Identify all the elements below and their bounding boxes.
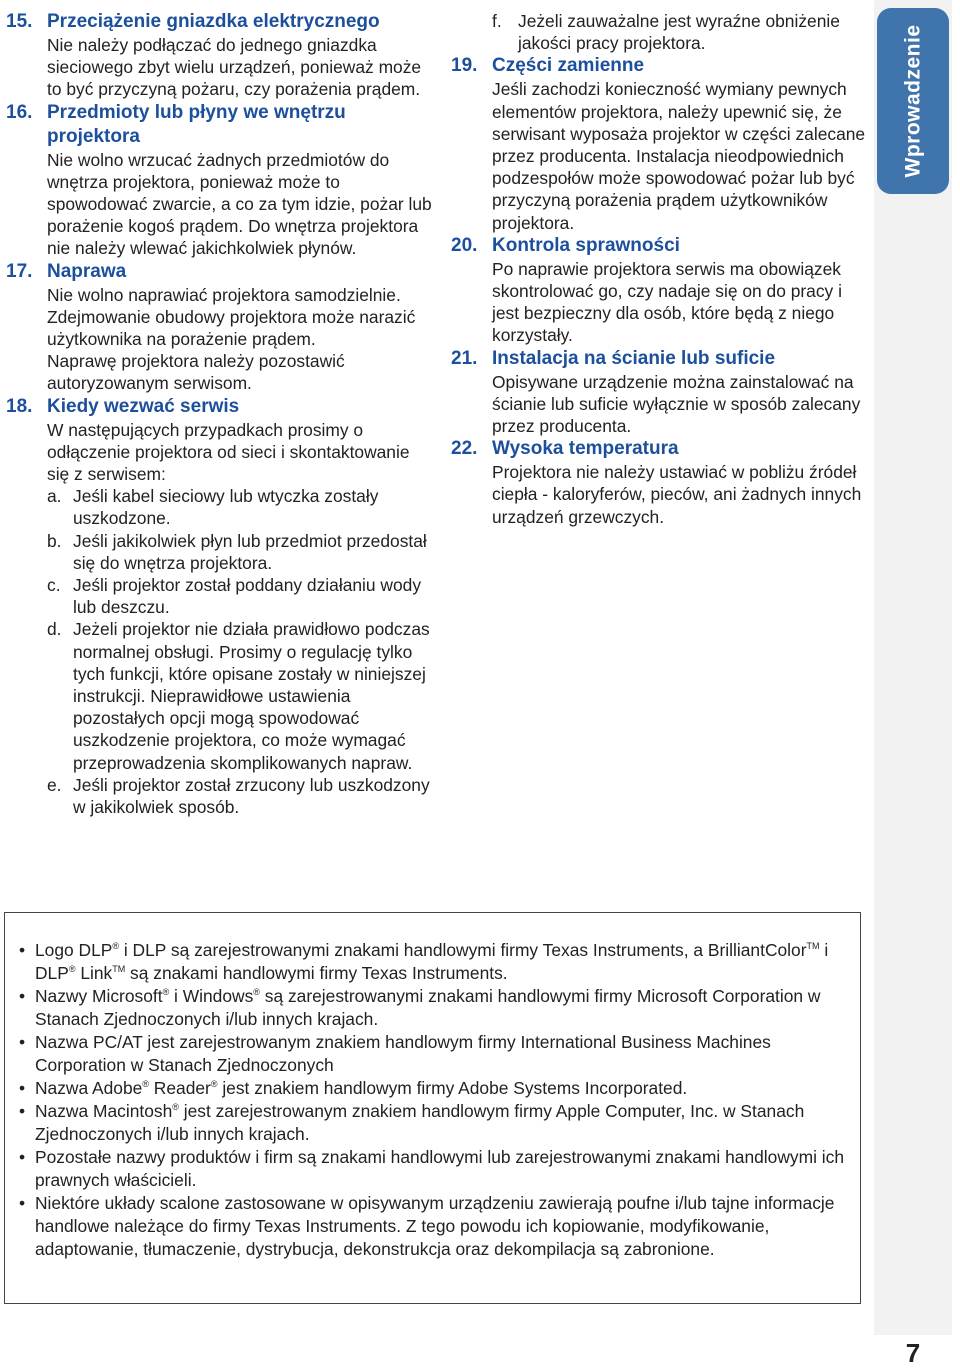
trademark-notice (4, 912, 861, 1304)
service-case-text: Jeśli projektor został poddany działaniu wody lub deszczu. (73, 575, 422, 618)
item-paragraph: Opisywane urządzenie można zainstalować na ścianie lub suficie wyłącznie w sposób zalecany przez producenta. (492, 371, 861, 437)
registered-mark: ® (172, 1102, 179, 1113)
item-heading: Kontrola sprawności (492, 234, 680, 256)
registered-mark: ® (162, 987, 170, 998)
sidebar-strip (874, 0, 952, 1335)
bullet-text: Nazwa Macintosh (35, 1101, 173, 1121)
item-number: 22. (451, 438, 478, 460)
item-paragraph: Zdejmowanie obudowy projektora może narazić użytkownika na porażenie prądem. (47, 306, 416, 350)
item-heading: Wysoka temperatura (492, 438, 679, 460)
item-paragraph: Naprawę projektora należy pozostawić autoryzowanym serwisom. (47, 351, 345, 394)
item-number: 19. (451, 55, 478, 77)
service-case-text: Jeżeli zauważalne jest wyraźne obniżenie jakości pracy projektora. (518, 11, 840, 54)
item-paragraph: Projektora nie należy ustawiać w pobliżu źródeł ciepła - kaloryferów, pieców, ani żadnych innych urządzeń grzewczych. (492, 462, 862, 527)
bullet-dot: • (19, 1147, 26, 1167)
item-22 (451, 437, 873, 528)
bullet-dot: • (19, 1032, 26, 1052)
item-heading: Instalacja na ścianie lub suficie (492, 347, 776, 369)
service-case (47, 485, 436, 529)
trademark-mark: TM (806, 941, 820, 952)
service-case (47, 574, 436, 618)
item-17 (6, 260, 436, 395)
item-number: 17. (6, 260, 33, 282)
bullet-text: Pozostałe nazwy produktów i firm są znakami handlowymi lub zarejestrowanymi znakami handlowymi ich prawnych właścicieli. (35, 1147, 844, 1190)
service-case (47, 530, 436, 574)
item-heading: Przedmioty lub płyny we wnętrzu projektora (47, 101, 346, 147)
registered-mark: ® (112, 941, 119, 952)
item-heading: Naprawa (47, 260, 127, 282)
service-case (47, 774, 436, 818)
item-20 (451, 234, 873, 347)
bullet-text: i Windows (169, 986, 254, 1006)
item-heading: Części zamienne (492, 55, 645, 77)
bullet-text: i DLP są zarejestrowanymi znakami handlowymi firmy Texas Instruments, a BrilliantColor (119, 940, 807, 960)
item-number: 21. (451, 347, 478, 369)
bullet-dot: • (19, 986, 26, 1006)
item-19 (451, 54, 873, 233)
registered-mark: ® (210, 1079, 218, 1090)
service-case (47, 618, 436, 773)
registered-mark: ® (142, 1079, 149, 1090)
item-15 (6, 10, 436, 101)
item-heading: Przeciążenie gniazdka elektrycznego (47, 11, 380, 32)
item-18 (6, 395, 436, 819)
service-case-letter: c. (47, 575, 61, 596)
item-number: 15. (6, 11, 33, 32)
page-number: 7 (905, 1338, 921, 1368)
trademark-bullet (19, 985, 846, 1031)
trademark-bullet (19, 1077, 846, 1100)
bullet-text: Reader (148, 1078, 211, 1098)
item-paragraph: W następujących przypadkach prosimy o odłączenie projektora od sieci i skontaktowanie się z serwisem: (47, 419, 410, 485)
bullet-dot: • (19, 1078, 26, 1098)
bullet-text: Logo DLP (35, 940, 113, 960)
service-case-letter: e. (47, 774, 62, 795)
item-paragraph: Nie należy podłączać do jednego gniazdka sieciowego zbyt wielu urządzeń, ponieważ może to być przyczyną pożaru, czy porażenia prądem. (47, 35, 422, 100)
section-tab-label: Wprowadzenie (901, 24, 925, 178)
item-paragraph: Po naprawie projektora serwis ma obowiązek skontrolować go, czy nadaje się on do pracy i jest bezpieczny dla osób, które będą z niego korzystały. (492, 258, 842, 346)
service-case-letter: a. (47, 486, 62, 507)
section-tab[interactable] (877, 8, 949, 194)
item-number: 18. (6, 395, 33, 417)
item-18-continued (451, 10, 873, 54)
right-column (451, 10, 873, 528)
item-number: 16. (6, 101, 33, 123)
bullet-text: Nazwy Microsoft (35, 986, 163, 1006)
bullet-text: są zarejestrowanymi znakami handlowymi firmy Microsoft Corporation w Stanach Zjednoczonych i/lub innych krajach. (35, 986, 821, 1029)
service-case-letter: d. (47, 619, 62, 640)
service-case-text: Jeśli projektor został zrzucony lub uszkodzony w jakikolwiek sposób. (73, 774, 430, 818)
registered-mark: ® (253, 987, 260, 998)
trademark-mark: TM (112, 964, 126, 975)
item-21 (451, 347, 873, 438)
service-case-text: Jeśli kabel sieciowy lub wtyczka zostały uszkodzone. (73, 486, 379, 529)
bullet-text: są znakami handlowymi firmy Texas Instruments. (125, 963, 508, 983)
bullet-text: jest zarejestrowanym znakiem handlowym firmy Apple Computer, Inc. w Stanach Zjednoczonych i/lub innych krajach. (35, 1101, 805, 1144)
bullet-text: Niektóre układy scalone zastosowane w opisywanym urządzeniu zawierają poufne i/lub tajne informacje handlowe należące do firmy Texas Instruments. Z tego powodu ich kopiowanie, modyfikowanie, adaptowanie, tłumaczenie, dystrybucja, dekonstrukcja oraz dekompilacja są zabronione. (35, 1193, 835, 1259)
trademark-bullet (19, 1031, 846, 1077)
item-paragraph: Jeśli zachodzi konieczność wymiany pewnych elementów projektora, należy upewnić się, że serwisant wyposaża projektor w części zalecane przez producenta. Instalacja nieodpowiednich podzespołów może spowodować pożar lub być przyczyną porażenia prądem użytkowników projektora. (492, 79, 866, 233)
bullet-text: Link (75, 963, 113, 983)
left-column (6, 10, 436, 818)
bullet-dot: • (19, 1193, 26, 1213)
service-case (492, 10, 873, 54)
trademark-bullet (19, 1100, 846, 1146)
service-case-text: Jeżeli projektor nie działa prawidłowo podczas normalnej obsługi. Prosimy o regulację tylko tych funkcji, które opisane zostały w niniejszej instrukcji. Nieprawidłowe ustawienia pozostałych opcji mogą spowodować uszkodzenie projektora, co może wymagać przeprowadzenia skomplikowanych napraw. (73, 619, 430, 773)
service-case-letter: b. (47, 530, 62, 551)
service-case-text: Jeśli jakikolwiek płyn lub przedmiot przedostał się do wnętrza projektora. (73, 530, 427, 573)
item-paragraph: Nie wolno naprawiać projektora samodzielnie. (47, 284, 401, 305)
bullet-text: i DLP (35, 940, 829, 983)
registered-mark: ® (68, 964, 76, 975)
bullet-dot: • (19, 1101, 26, 1121)
item-heading: Kiedy wezwać serwis (47, 395, 240, 417)
trademark-bullet (19, 1192, 846, 1261)
item-number: 20. (451, 234, 478, 256)
bullet-text: Nazwa PC/AT jest zarejestrowanym znakiem handlowym firmy International Business Machines Corporation w Stanach Zjednoczonych (35, 1032, 771, 1075)
item-16 (6, 101, 436, 260)
trademark-bullet (19, 939, 846, 985)
service-case-letter: f. (492, 11, 502, 31)
bullet-text: jest znakiem handlowym firmy Adobe Systems Incorporated. (217, 1078, 688, 1098)
trademark-bullet (19, 1146, 846, 1192)
bullet-text: Nazwa Adobe (35, 1078, 143, 1098)
item-paragraph: Nie wolno wrzucać żadnych przedmiotów do wnętrza projektora, ponieważ może to spowodować zwarcie, a co za tym idzie, pożar lub porażenie kogoś prądem. Do wnętrza projektora nie należy wlewać jakichkolwiek płynów. (47, 149, 432, 259)
bullet-dot: • (19, 940, 26, 960)
